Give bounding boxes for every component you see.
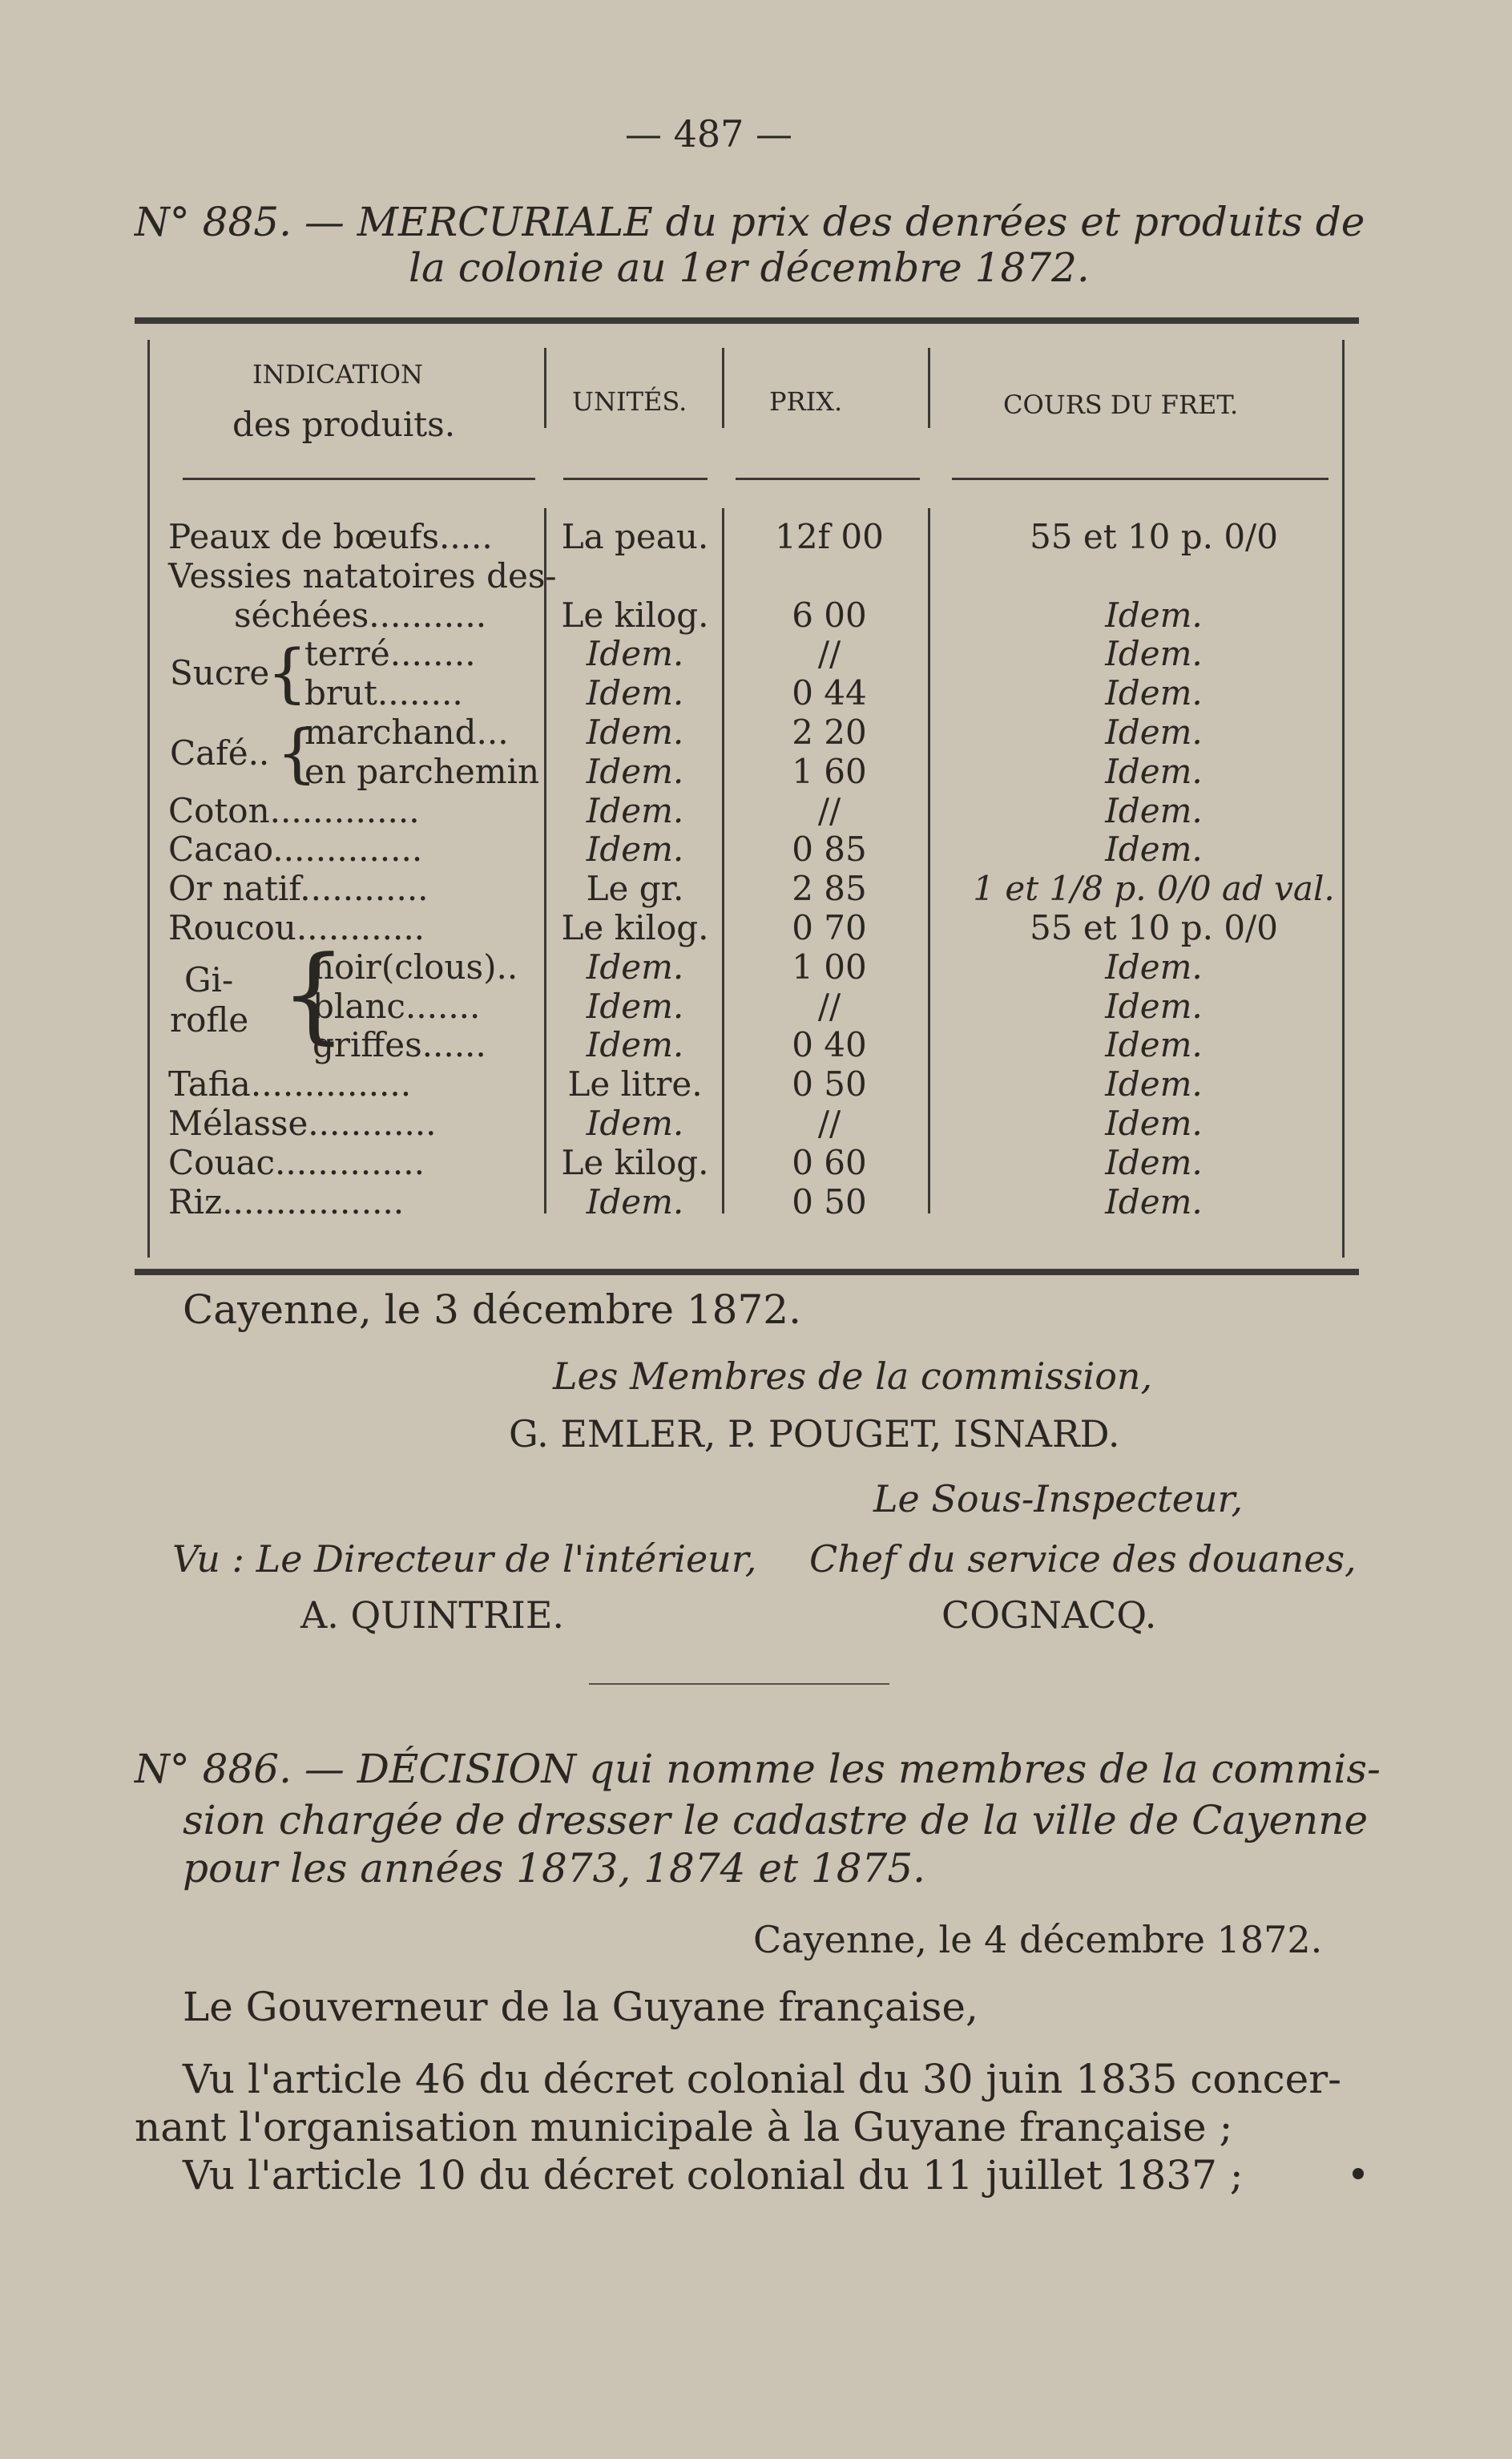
cell-prix: // [817, 634, 841, 673]
cell-unite: Idem. [586, 673, 684, 713]
cell-produit: marchand... [304, 713, 509, 752]
cell-produit: séchées........... [234, 596, 487, 635]
cell-prix: 6 00 [792, 596, 867, 635]
cell-prix: 0 70 [792, 908, 867, 947]
cell-prix: // [817, 791, 841, 830]
place-date-885: Cayenne, le 3 décembre 1872. [183, 1286, 801, 1333]
cell-produit: noir(clous).. [312, 947, 518, 987]
cell-produit: Riz................. [168, 1182, 405, 1221]
cell-unite: Idem. [586, 947, 684, 987]
cell-prix: 12f 00 [775, 517, 884, 556]
cell-fret: Idem. [1105, 1025, 1203, 1064]
page-number: — 487 — [625, 112, 793, 155]
cell-fret: Idem. [1105, 1064, 1203, 1104]
cell-produit: Roucou............ [168, 908, 425, 947]
cell-fret: Idem. [1105, 673, 1203, 713]
col-divider-3 [928, 348, 930, 428]
cell-fret: 55 et 10 p. 0/0 [1030, 517, 1278, 556]
chef-service: Chef du service des douanes, [809, 1537, 1357, 1581]
cell-prix: // [817, 1104, 841, 1143]
header-fret: COURS DU FRET. [1003, 390, 1239, 420]
col-divider-1 [544, 348, 546, 428]
vu-article-10: Vu l'article 10 du décret colonial du 11 juillet 1837 ; [183, 2152, 1244, 2199]
gouverneur-line: Le Gouverneur de la Guyane française, [183, 1984, 978, 2030]
cell-prix: 0 50 [792, 1182, 867, 1221]
cell-unite: Idem. [586, 830, 684, 869]
cell-produit: brut........ [304, 673, 463, 713]
cell-produit: Vessies natatoires des- [168, 556, 557, 596]
sous-inspecteur: Le Sous-Inspecteur, [873, 1477, 1244, 1520]
cell-prix: 2 85 [792, 869, 867, 908]
brace-girofle: { [280, 933, 347, 1055]
header-prix: PRIX. [769, 386, 843, 417]
directeur-name: A. QUINTRIE. [300, 1593, 565, 1637]
cell-unite: Idem. [586, 791, 684, 830]
cell-unite: Idem. [586, 634, 684, 673]
col-divider-1b [544, 508, 546, 1213]
brace-sucre: { [267, 636, 308, 710]
cell-fret: Idem. [1105, 947, 1203, 987]
cell-prix: 0 44 [792, 673, 867, 713]
cell-unite: Le gr. [586, 869, 684, 908]
cell-unite: Idem. [586, 1182, 684, 1221]
group-label-girofle-2: rofle [170, 1000, 249, 1040]
cell-fret [954, 556, 1354, 596]
cell-prix [737, 556, 921, 596]
header-rule-3 [736, 478, 920, 480]
cell-prix: 0 60 [792, 1143, 867, 1182]
header-rule-1 [183, 478, 535, 480]
cell-unite: Idem. [586, 1104, 684, 1143]
cell-prix: 1 60 [792, 752, 867, 791]
cell-produit: Mélasse............ [168, 1104, 437, 1143]
group-label-girofle-1: Gi- [184, 960, 234, 999]
decree-886-title-line3: pour les années 1873, 1874 et 1875. [183, 1845, 926, 1892]
decree-886-title-line2: sion chargée de dresser le cadastre de la ville de Cayenne [183, 1797, 1369, 1843]
cell-fret: Idem. [1105, 1143, 1203, 1182]
cell-unite: Le kilog. [561, 1143, 709, 1182]
cell-produit: en parchemin [304, 752, 539, 791]
col-divider-2 [722, 348, 724, 428]
cell-unite: Idem. [586, 713, 684, 752]
cell-produit: Cacao.............. [168, 830, 423, 869]
cell-fret: 1 et 1/8 p. 0/0 ad val. [973, 869, 1335, 908]
cell-prix: 0 40 [792, 1025, 867, 1064]
decree-885-title-line1: N° 885. — MERCURIALE du prix des denrées et produits de [135, 199, 1365, 245]
cell-fret: Idem. [1105, 752, 1203, 791]
brace-cafe: { [276, 716, 317, 790]
header-unites: UNITÉS. [572, 386, 687, 417]
cell-fret: Idem. [1105, 830, 1203, 869]
cell-fret: 55 et 10 p. 0/0 [1030, 908, 1278, 947]
section-separator [589, 1683, 889, 1685]
cell-fret: Idem. [1105, 713, 1203, 752]
cell-unite: Le kilog. [561, 908, 709, 947]
cell-unite: Idem. [586, 1025, 684, 1064]
cell-unite [561, 556, 709, 596]
vu-article-46-line1: Vu l'article 46 du décret colonial du 30 juin 1835 concer- [183, 2056, 1342, 2102]
cell-prix: 1 00 [792, 947, 867, 987]
cell-produit: Coton.............. [168, 791, 420, 830]
cell-produit: griffes...... [312, 1025, 486, 1064]
cell-produit: Or natif............ [168, 869, 429, 908]
decree-885-title-line2: la colonie au 1er décembre 1872. [409, 244, 1090, 291]
header-rule-2 [563, 478, 708, 480]
cell-unite: La peau. [561, 517, 709, 556]
cell-prix: 0 50 [792, 1064, 867, 1104]
cell-prix: 0 85 [792, 830, 867, 869]
cell-fret: Idem. [1105, 596, 1203, 635]
commission-title: Les Membres de la commission, [553, 1355, 1153, 1398]
cell-fret: Idem. [1105, 634, 1203, 673]
vu-directeur: Vu : Le Directeur de l'intérieur, [172, 1537, 757, 1581]
cell-unite: Le litre. [567, 1064, 703, 1104]
header-rule-4 [952, 478, 1329, 480]
group-label-cafe: Café.. [170, 733, 270, 773]
header-indication: INDICATION [252, 359, 423, 390]
decree-886-title-line1: N° 886. — DÉCISION qui nomme les membres de la commis- [135, 1746, 1381, 1792]
cell-prix: // [817, 987, 841, 1026]
table-border-left [147, 340, 150, 1258]
col-divider-3b [928, 508, 930, 1213]
cell-unite: Idem. [586, 752, 684, 791]
cell-unite: Idem. [586, 987, 684, 1026]
chef-name: COGNACQ. [941, 1593, 1157, 1637]
cell-fret: Idem. [1105, 791, 1203, 830]
cell-fret: Idem. [1105, 1182, 1203, 1221]
cell-produit: Tafia............... [168, 1064, 412, 1104]
cell-prix: 2 20 [792, 713, 867, 752]
ink-dot [1353, 2168, 1364, 2179]
cell-produit: blanc....... [312, 987, 481, 1026]
col-divider-2b [722, 508, 724, 1213]
vu-article-46-line2: nant l'organisation municipale à la Guyane française ; [135, 2104, 1233, 2150]
place-date-886: Cayenne, le 4 décembre 1872. [753, 1918, 1323, 1961]
cell-unite: Le kilog. [561, 596, 709, 635]
cell-produit: Couac.............. [168, 1143, 425, 1182]
cell-fret: Idem. [1105, 987, 1203, 1026]
cell-produit: Peaux de bœufs..... [168, 517, 493, 556]
header-produits: des produits. [232, 405, 456, 444]
cell-fret: Idem. [1105, 1104, 1203, 1143]
cell-produit: terré........ [304, 634, 476, 673]
commission-names: G. EMLER, P. POUGET, ISNARD. [509, 1412, 1120, 1456]
group-label-sucre: Sucre [170, 653, 270, 692]
